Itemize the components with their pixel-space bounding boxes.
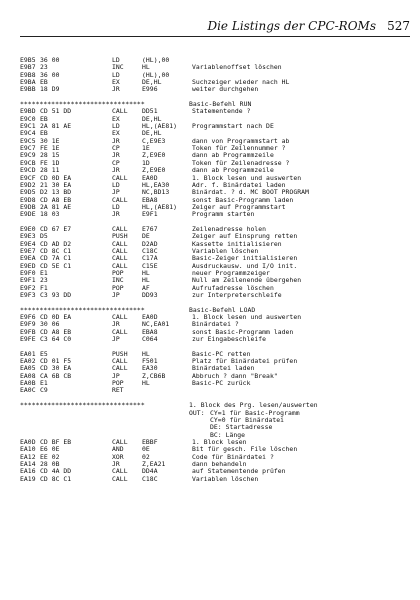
- comment: Binärdatei ?: [192, 320, 239, 329]
- opcode-bytes: EE 02: [40, 452, 60, 461]
- mnemonic: LD: [112, 180, 120, 189]
- address: EA01: [20, 349, 36, 358]
- comment: 1. Block lesen und auswerten: [192, 173, 302, 182]
- comment: Zeilenadresse holen: [192, 224, 267, 233]
- address: E9F6: [20, 313, 36, 322]
- code-line: [20, 380, 412, 387]
- comment: weiter durchgehen: [192, 85, 259, 94]
- mnemonic: CALL: [112, 173, 128, 182]
- mnemonic: JP: [112, 188, 120, 197]
- operand: (HL),00: [142, 56, 170, 64]
- address: EA19: [20, 474, 36, 483]
- opcode-bytes: 23: [40, 276, 48, 285]
- mnemonic: JP: [112, 335, 120, 344]
- address: E9CD: [20, 166, 36, 175]
- operand: D2AD: [142, 239, 158, 248]
- opcode-bytes: CD A8 EB: [40, 195, 72, 204]
- address: EA0D: [20, 437, 36, 446]
- opcode-bytes: E1: [40, 268, 48, 277]
- mnemonic: INC: [112, 63, 124, 72]
- operand: NC,BD13: [142, 188, 170, 197]
- address: E9C4: [20, 129, 36, 138]
- operand: DE: [142, 232, 150, 241]
- address: E9BA: [20, 78, 36, 87]
- operand: HL: [142, 349, 150, 358]
- info-text: CY=1 für Basic-Programm: [210, 408, 300, 417]
- operand: HL,(AE81): [142, 122, 178, 131]
- operand: C064: [142, 335, 158, 344]
- address: E9BB: [20, 85, 36, 94]
- comment: Bit für gesch. File löschen: [192, 445, 298, 454]
- opcode-bytes: EB: [40, 78, 48, 87]
- opcode-bytes: CD BF EB: [40, 437, 72, 446]
- mnemonic: JR: [112, 166, 120, 175]
- address: E9CF: [20, 173, 36, 182]
- operand: DE,HL: [142, 114, 162, 123]
- comment: Suchzeiger wieder nach HL: [192, 78, 290, 87]
- opcode-bytes: CD AD D2: [40, 239, 72, 248]
- comment: Binärdatei laden: [192, 364, 255, 373]
- operand: 1E: [142, 144, 150, 153]
- operand: Z,E9E0: [142, 166, 166, 175]
- mnemonic: EX: [112, 129, 120, 138]
- section-title: 1. Block des Prg. lesen/auswerten: [189, 401, 318, 410]
- comment: Statementende ?: [192, 107, 251, 116]
- comment: 1. Block lesen und auswerten: [192, 313, 302, 322]
- mnemonic: POP: [112, 268, 124, 277]
- comment: Programm starten: [192, 210, 255, 219]
- opcode-bytes: CD 7A C1: [40, 254, 72, 263]
- mnemonic: CALL: [112, 254, 128, 263]
- address: E9FE: [20, 335, 36, 344]
- code-line: [20, 211, 412, 218]
- operand: C18C: [142, 246, 158, 255]
- comment: auf Statementende prüfen: [192, 467, 286, 476]
- operand: EA30: [142, 364, 158, 373]
- comment: Platz für Binärdatei prüfen: [192, 357, 298, 366]
- code-line: [20, 336, 412, 343]
- comment: sonst Basic-Programm laden: [192, 195, 294, 204]
- comment: Variablenoffset löschen: [192, 63, 282, 72]
- mnemonic: JR: [112, 85, 120, 94]
- comment: dann von Programmstart ab: [192, 136, 290, 145]
- opcode-bytes: 18 03: [40, 210, 60, 219]
- code-line: [20, 86, 412, 93]
- opcode-bytes: CD 5E C1: [40, 261, 72, 270]
- opcode-bytes: 28 0B: [40, 459, 60, 468]
- mnemonic: CALL: [112, 195, 128, 204]
- separator-stars: ********************************: [20, 401, 145, 410]
- opcode-bytes: FE 1E: [40, 144, 60, 153]
- opcode-bytes: CD 01 F5: [40, 357, 72, 366]
- address: E9C9: [20, 151, 36, 160]
- operand: 02: [142, 452, 150, 461]
- mnemonic: INC: [112, 276, 124, 285]
- info-label: OUT:: [189, 408, 205, 417]
- address: E9E0: [20, 224, 36, 233]
- info-text: BC: Länge: [210, 430, 246, 439]
- operand: Z,E9E0: [142, 151, 166, 160]
- mnemonic: EX: [112, 78, 120, 87]
- mnemonic: POP: [112, 379, 124, 388]
- comment: Binärdat. ? d. MC BOOT PROGRAM: [192, 188, 309, 197]
- address: E9C0: [20, 114, 36, 123]
- opcode-bytes: 36 00: [40, 56, 60, 64]
- mnemonic: JR: [112, 210, 120, 219]
- operand: NC,EA01: [142, 320, 170, 329]
- comment: Zeiger auf Programmstart: [192, 202, 286, 211]
- opcode-bytes: 28 15: [40, 151, 60, 160]
- operand: DD93: [142, 291, 158, 299]
- opcode-bytes: CD 4A DD: [40, 467, 72, 476]
- opcode-bytes: CD 8C C1: [40, 474, 72, 483]
- mnemonic: CALL: [112, 467, 128, 476]
- comment: Basic-PC retten: [192, 349, 251, 358]
- operand: EA0D: [142, 173, 158, 182]
- section-title: Basic-Befehl RUN: [189, 100, 252, 109]
- opcode-bytes: CD 51 DD: [40, 107, 72, 116]
- address: E9E7: [20, 246, 36, 255]
- opcode-bytes: 18 D9: [40, 85, 60, 94]
- operand: F501: [142, 357, 158, 366]
- opcode-bytes: E1: [40, 379, 48, 388]
- section-title: Basic-Befehl LOAD: [189, 305, 256, 314]
- address: E9D8: [20, 195, 36, 204]
- comment: 1. Block lesen: [192, 437, 247, 446]
- mnemonic: JR: [112, 151, 120, 160]
- opcode-bytes: CD A8 EB: [40, 327, 72, 336]
- operand: HL: [142, 276, 150, 285]
- opcode-bytes: 30 1E: [40, 136, 60, 145]
- operand: E767: [142, 224, 158, 233]
- address: EA12: [20, 452, 36, 461]
- code-line: [20, 108, 412, 115]
- mnemonic: CALL: [112, 364, 128, 373]
- mnemonic: CALL: [112, 313, 128, 322]
- page-number: 527: [387, 19, 410, 33]
- address: E9C1: [20, 122, 36, 131]
- address: EA16: [20, 467, 36, 476]
- opcode-bytes: EB: [40, 114, 48, 123]
- mnemonic: CALL: [112, 239, 128, 248]
- address: EA14: [20, 459, 36, 468]
- operand: EA0D: [142, 313, 158, 322]
- comment: Code für Binärdatei ?: [192, 452, 274, 461]
- address: E9F0: [20, 268, 36, 277]
- comment: dann ab Programmzeile: [192, 166, 274, 175]
- opcode-bytes: FE 1D: [40, 158, 60, 167]
- operand: DD51: [142, 107, 158, 116]
- comment: neuer Programmzeiger: [192, 268, 270, 277]
- operand: C17A: [142, 254, 158, 263]
- comment: dann behandeln: [192, 459, 247, 468]
- opcode-bytes: 23: [40, 63, 48, 72]
- address: E9E4: [20, 239, 36, 248]
- code-line: [20, 292, 412, 299]
- mnemonic: POP: [112, 283, 124, 292]
- opcode-bytes: CD 30 EA: [40, 364, 72, 373]
- mnemonic: PUSH: [112, 232, 128, 241]
- operand: C15E: [142, 261, 158, 270]
- comment: Token für Zeilennummer ?: [192, 144, 286, 153]
- operand: DE,HL: [142, 78, 162, 87]
- comment: Basic-PC zurück: [192, 379, 251, 388]
- operand: AF: [142, 283, 150, 292]
- operand: DD4A: [142, 467, 158, 476]
- operand: EBBF: [142, 437, 158, 446]
- mnemonic: RET: [112, 386, 124, 395]
- comment: Zeiger auf Einsprung retten: [192, 232, 298, 241]
- mnemonic: LD: [112, 122, 120, 131]
- mnemonic: JR: [112, 459, 120, 468]
- operand: 0E: [142, 445, 150, 454]
- opcode-bytes: 28 11: [40, 166, 60, 175]
- comment: Aufrufadresse löschen: [192, 283, 274, 292]
- address: EA0B: [20, 379, 36, 388]
- comment: sonst Basic-Programm laden: [192, 327, 294, 336]
- opcode-bytes: 30 06: [40, 320, 60, 329]
- address: EA02: [20, 357, 36, 366]
- separator-stars: ********************************: [20, 100, 145, 109]
- comment: Adr. f. Binärdatei laden: [192, 180, 286, 189]
- opcode-bytes: F1: [40, 283, 48, 292]
- opcode-bytes: E5: [40, 349, 48, 358]
- comment: dann ab Programmzeile: [192, 151, 274, 160]
- mnemonic: CP: [112, 158, 120, 167]
- mnemonic: LD: [112, 70, 120, 79]
- address: E9B8: [20, 70, 36, 79]
- comment: zur Eingabeschleife: [192, 335, 267, 344]
- opcode-bytes: 36 00: [40, 70, 60, 79]
- operand: EBA8: [142, 195, 158, 204]
- mnemonic: CALL: [112, 357, 128, 366]
- address: E9EA: [20, 254, 36, 263]
- mnemonic: JP: [112, 291, 120, 299]
- comment: Variablen löschen: [192, 246, 259, 255]
- address: E9DB: [20, 202, 36, 211]
- opcode-bytes: CD 8C C1: [40, 246, 72, 255]
- address: E9C5: [20, 136, 36, 145]
- mnemonic: PUSH: [112, 349, 128, 358]
- operand: HL: [142, 63, 150, 72]
- operand: Z,CB6B: [142, 371, 166, 380]
- operand: HL: [142, 379, 150, 388]
- opcode-bytes: C3 64 C0: [40, 335, 72, 344]
- mnemonic: JR: [112, 320, 120, 329]
- comment: Variablen löschen: [192, 474, 259, 483]
- comment: Programmstart nach DE: [192, 122, 274, 131]
- address: E9DE: [20, 210, 36, 219]
- assembly-listing: [20, 57, 412, 483]
- operand: HL: [142, 268, 150, 277]
- opcode-bytes: 2A 81 AE: [40, 202, 72, 211]
- opcode-bytes: 21 30 EA: [40, 180, 72, 189]
- address: E9F9: [20, 320, 36, 329]
- separator-stars: ********************************: [20, 305, 145, 314]
- address: EA05: [20, 364, 36, 373]
- address: E9C7: [20, 144, 36, 153]
- opcode-bytes: C3 93 DD: [40, 291, 72, 299]
- opcode-bytes: E6 0E: [40, 445, 60, 454]
- opcode-bytes: CD 0D EA: [40, 313, 72, 322]
- comment: Basic-Zeiger initialisieren: [192, 254, 298, 263]
- opcode-bytes: CD 0D EA: [40, 173, 72, 182]
- page-header: [0, 18, 420, 38]
- address: EA0C: [20, 386, 36, 395]
- mnemonic: EX: [112, 114, 120, 123]
- address: E9B7: [20, 63, 36, 72]
- operand: 1D: [142, 158, 150, 167]
- mnemonic: CP: [112, 144, 120, 153]
- running-title: Die Listings der CPC-ROMs: [207, 19, 376, 33]
- opcode-bytes: CA 6B CB: [40, 371, 72, 380]
- operand: (HL),00: [142, 70, 170, 79]
- address: E9FB: [20, 327, 36, 336]
- opcode-bytes: CD 67 E7: [40, 224, 72, 233]
- mnemonic: CALL: [112, 246, 128, 255]
- mnemonic: XOR: [112, 452, 124, 461]
- mnemonic: CALL: [112, 437, 128, 446]
- comment: Ausdruckausw. und I/O init.: [192, 261, 298, 270]
- mnemonic: JR: [112, 136, 120, 145]
- operand: HL,(AE81): [142, 202, 178, 211]
- header-rule: [20, 36, 410, 37]
- opcode-bytes: C9: [40, 386, 48, 395]
- operand: C,E9E3: [142, 136, 166, 145]
- operand: E9F1: [142, 210, 158, 219]
- address: E9ED: [20, 261, 36, 270]
- operand: C18C: [142, 474, 158, 483]
- address: EA10: [20, 445, 36, 454]
- code-line: [20, 476, 412, 483]
- address: E9D5: [20, 188, 36, 197]
- comment: Abbruch ? dann "Break": [192, 371, 278, 380]
- opcode-bytes: D5: [40, 232, 48, 241]
- info-text: DE: Startadresse: [210, 423, 273, 432]
- operand: E996: [142, 85, 158, 94]
- address: E9F2: [20, 283, 36, 292]
- address: EA08: [20, 371, 36, 380]
- comment: Kassette initialisieren: [192, 239, 282, 248]
- address: E9F1: [20, 276, 36, 285]
- mnemonic: JP: [112, 371, 120, 380]
- mnemonic: LD: [112, 56, 120, 64]
- comment: Null am Zeilenende übergehen: [192, 276, 302, 285]
- info-text: CY=0 für Binärdatei: [210, 415, 285, 424]
- comment: Token für Zeilenadresse ?: [192, 158, 290, 167]
- opcode-bytes: 2A 81 AE: [40, 122, 72, 131]
- mnemonic: CALL: [112, 107, 128, 116]
- mnemonic: CALL: [112, 224, 128, 233]
- address: E9F3: [20, 291, 36, 299]
- opcode-bytes: D2 13 BD: [40, 188, 72, 197]
- code-line: [20, 387, 412, 394]
- comment: zur Interpreterschleife: [192, 291, 282, 299]
- mnemonic: AND: [112, 445, 124, 454]
- address: E9E3: [20, 232, 36, 241]
- operand: Z,EA21: [142, 459, 166, 468]
- code-line: [20, 64, 412, 71]
- operand: HL,EA30: [142, 180, 170, 189]
- mnemonic: CALL: [112, 327, 128, 336]
- operand: EBA8: [142, 327, 158, 336]
- operand: DE,HL: [142, 129, 162, 138]
- address: E9B5: [20, 56, 36, 64]
- opcode-bytes: EB: [40, 129, 48, 138]
- address: E9D2: [20, 180, 36, 189]
- code-line: [20, 123, 412, 130]
- mnemonic: LD: [112, 202, 120, 211]
- mnemonic: CALL: [112, 474, 128, 483]
- address: E9BD: [20, 107, 36, 116]
- mnemonic: CALL: [112, 261, 128, 270]
- address: E9CB: [20, 158, 36, 167]
